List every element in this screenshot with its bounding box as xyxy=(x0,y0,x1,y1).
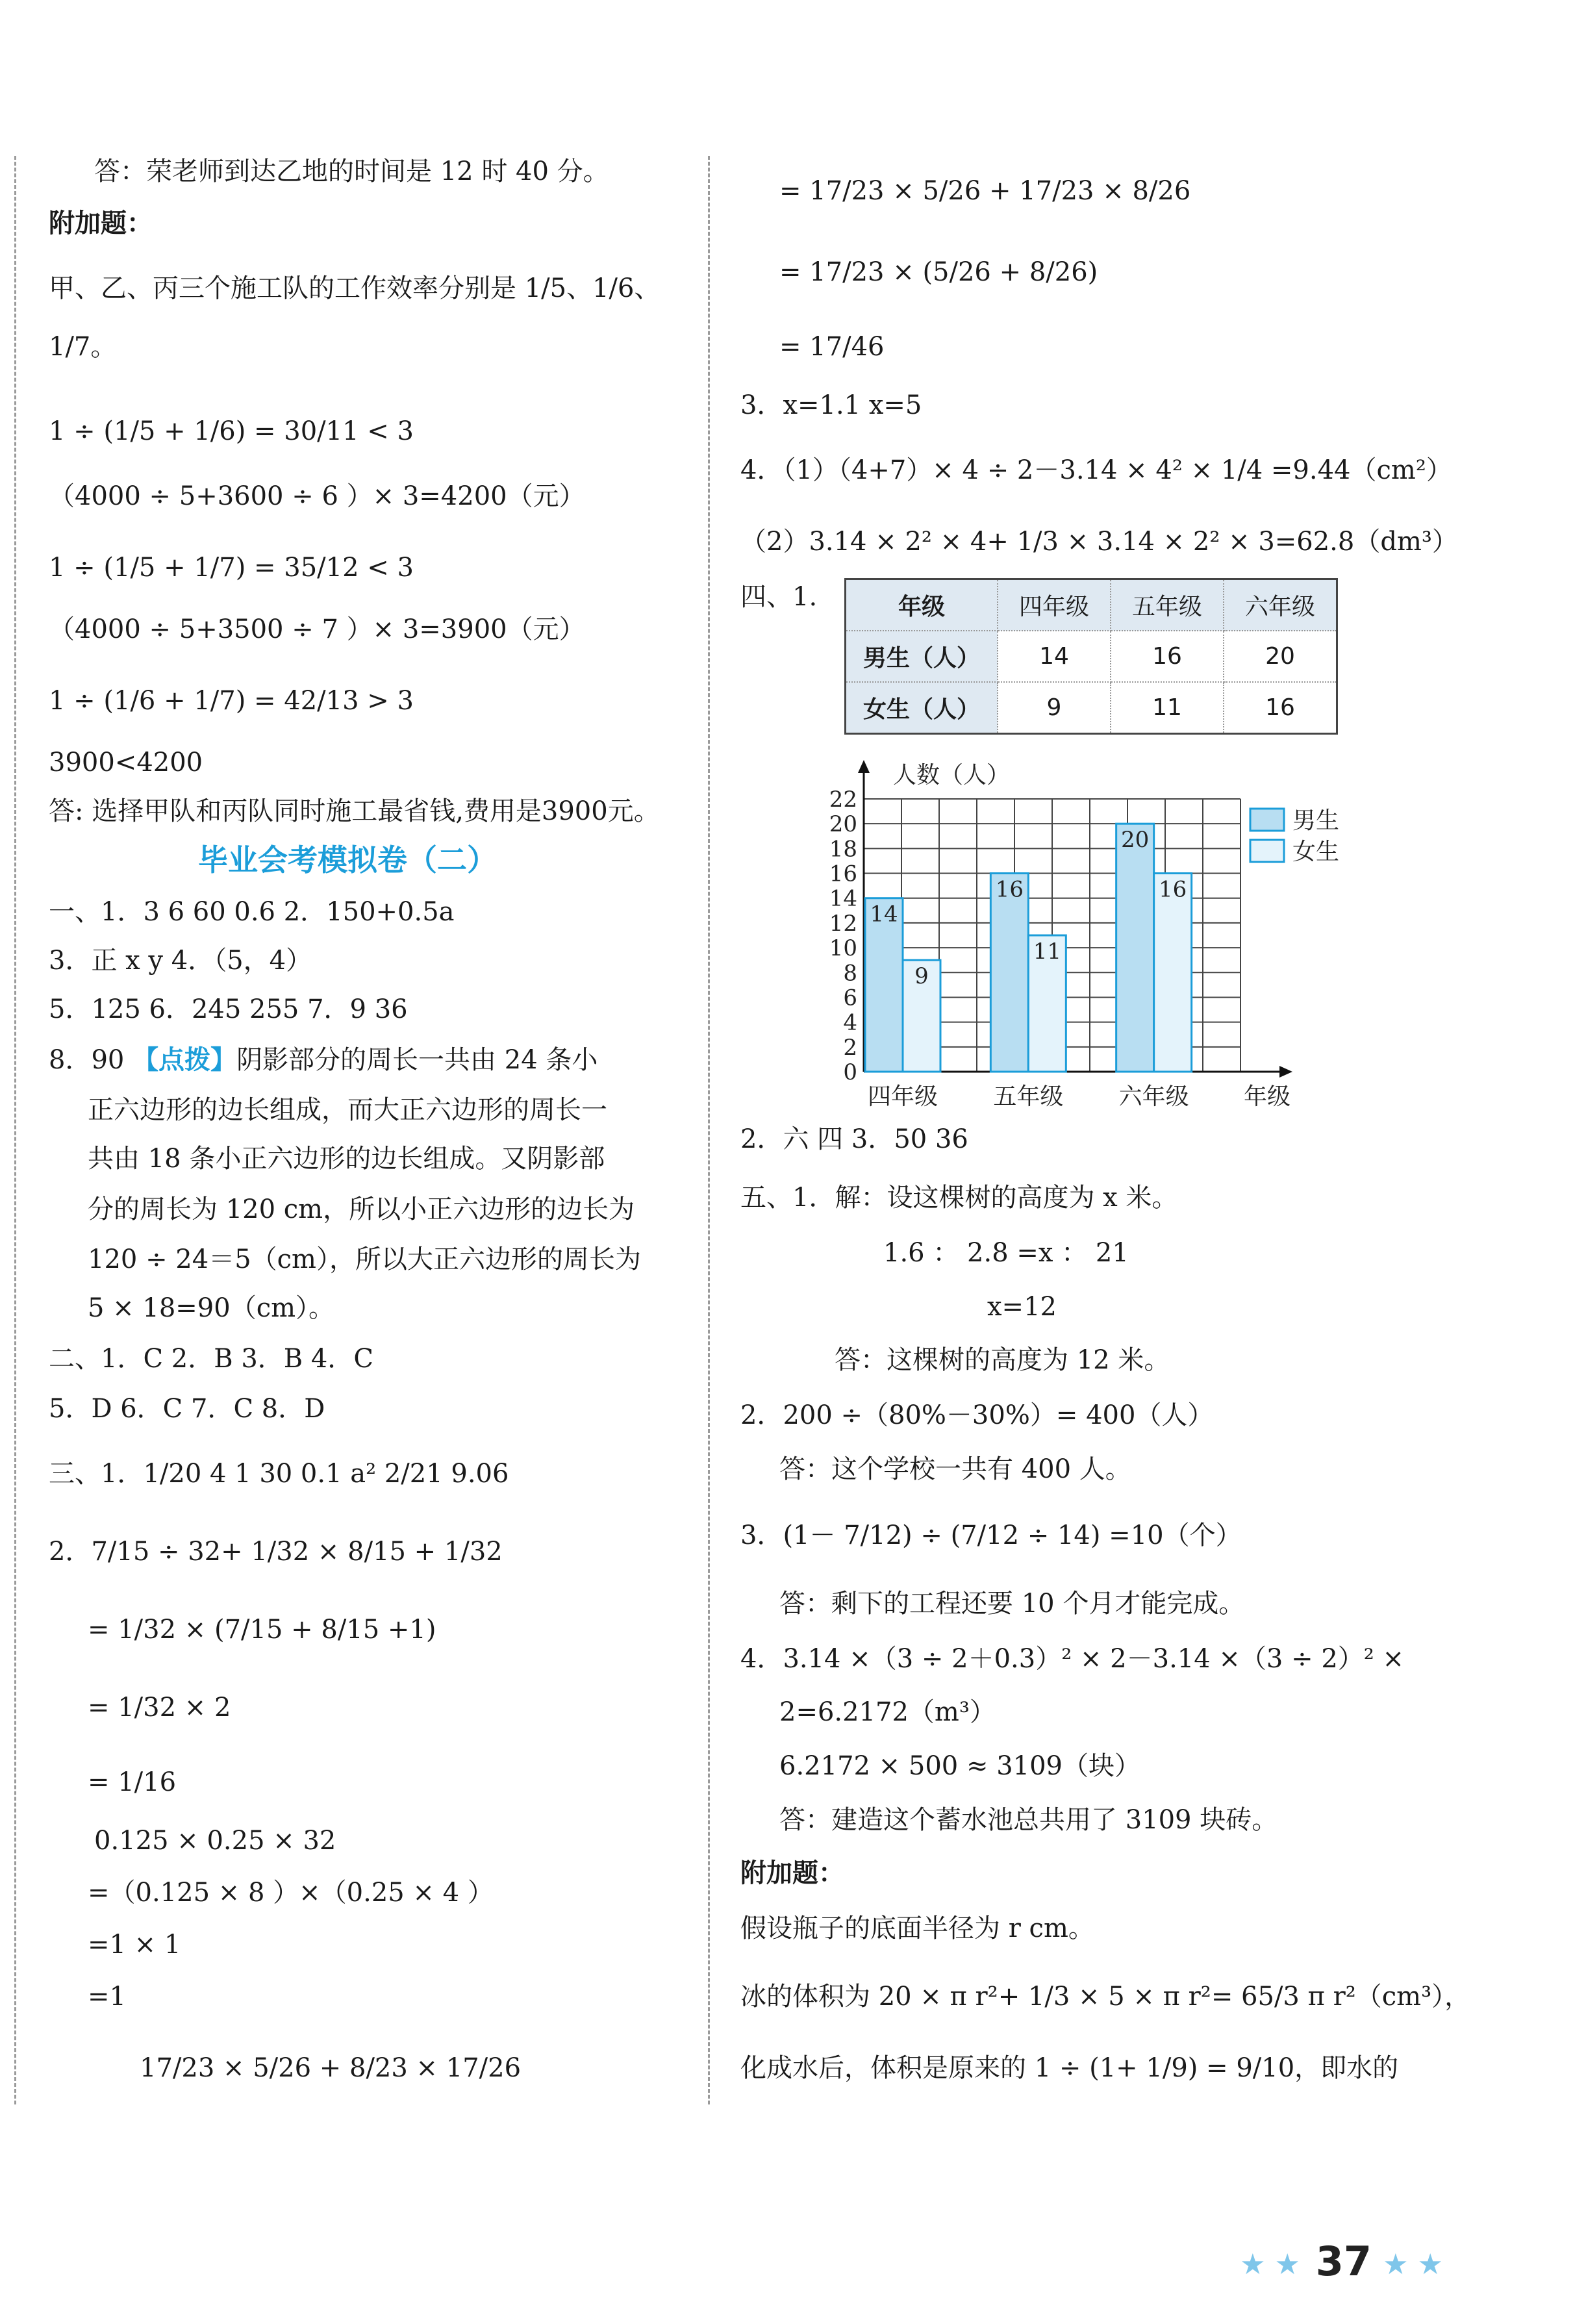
equation-line: = 1/16 xyxy=(88,1767,177,1797)
answer-number: 8．90 xyxy=(49,1045,133,1075)
hint-text-line: 分的周长为 120 cm，所以小正六边形的边长为 xyxy=(88,1194,635,1224)
equation-line: =（0.125 × 8 ）×（0.25 × 4 ） xyxy=(88,1878,494,1908)
hint-tag: 【点拨】 xyxy=(132,1045,237,1075)
bar-value-label: 16 xyxy=(1159,876,1187,903)
table-row-label: 男生（人） xyxy=(846,631,998,682)
equation-line: （2）3.14 × 2² × 4+ 1/3 × 3.14 × 2² × 3=62.8（dm³） xyxy=(740,527,1458,557)
bar-value-label: 14 xyxy=(870,901,898,928)
equation-line: 2．200 ÷（80%－30%）= 400（人） xyxy=(740,1400,1214,1430)
table-cell: 9 xyxy=(998,682,1111,734)
equation-line: =1 xyxy=(88,1982,126,2012)
bar-chart xyxy=(773,740,1357,1124)
equation-line: 1 ÷ (1/6 + 1/7) = 42/13 > 3 xyxy=(49,686,414,716)
y-axis-arrow xyxy=(858,760,870,773)
bar-girls xyxy=(1154,874,1192,1072)
equation-line: 0.125 × 0.25 × 32 xyxy=(94,1826,336,1856)
table-cell: 16 xyxy=(1111,631,1224,682)
answer-line: 答：这棵树的高度为 12 米。 xyxy=(835,1345,1170,1375)
x-tick-label: 四年级 xyxy=(867,1083,938,1110)
equation-line: 2．7/15 ÷ 32+ 1/32 × 8/15 + 1/32 xyxy=(49,1537,503,1567)
answer-line: 三、1．1/20 4 1 30 0.1 a² 2/21 9.06 xyxy=(49,1459,509,1489)
table-cell: 16 xyxy=(1224,682,1337,734)
x-axis-label: 年级 xyxy=(1244,1083,1291,1110)
answer-line: 答：荣老师到达乙地的时间是 12 时 40 分。 xyxy=(94,157,609,186)
equation-line: 1.6 ： 2.8 =x ： 21 xyxy=(883,1238,1129,1268)
y-tick-label: 12 xyxy=(829,910,857,937)
bar-boys xyxy=(990,874,1028,1072)
table-cell: 14 xyxy=(998,631,1111,682)
equation-line: = 17/46 xyxy=(779,332,885,362)
equation-line: 6.2172 × 500 ≈ 3109（块） xyxy=(779,1751,1140,1781)
text-line: 假设瓶子的底面半径为 r cm。 xyxy=(740,1914,1094,1943)
table-cell: 20 xyxy=(1224,631,1337,682)
page-number: 37 xyxy=(1315,2238,1372,2285)
bar-value-label: 11 xyxy=(1033,939,1061,965)
y-tick-label: 18 xyxy=(829,836,857,863)
hint-text: 阴影部分的周长一共由 24 条小 xyxy=(236,1045,598,1075)
equation-line: 17/23 × 5/26 + 8/23 × 17/26 xyxy=(140,2053,522,2083)
equation-line: 3900<4200 xyxy=(49,748,203,777)
answer-line: 3．正 x y 4．（5，4） xyxy=(49,946,312,976)
legend-swatch xyxy=(1250,809,1284,831)
equation-line: 1 ÷ (1/5 + 1/6) = 30/11 < 3 xyxy=(49,416,414,446)
answer-line: 答: 选择甲队和丙队同时施工最省钱,费用是3900元。 xyxy=(49,796,660,826)
star-decoration: ★ ★ xyxy=(1240,2248,1300,2281)
answer-line: 四、1. xyxy=(740,582,818,612)
y-tick-label: 16 xyxy=(829,861,857,887)
equation-line: = 1/32 × (7/15 + 8/15 +1) xyxy=(88,1615,436,1645)
table-header-row xyxy=(846,579,1337,631)
bar-value-label: 9 xyxy=(914,963,929,990)
legend-label: 女生 xyxy=(1292,839,1340,865)
grade-student-table xyxy=(844,578,1338,735)
x-tick-label: 六年级 xyxy=(1118,1083,1189,1110)
legend-label: 男生 xyxy=(1292,807,1340,834)
equation-line: =1 × 1 xyxy=(88,1930,181,1960)
table-row xyxy=(846,631,1337,682)
bar-boys xyxy=(1116,824,1154,1072)
equation-line: （4000 ÷ 5+3500 ÷ 7 ）× 3=3900（元） xyxy=(49,614,585,644)
equation-line: 1 ÷ (1/5 + 1/7) = 35/12 < 3 xyxy=(49,553,414,583)
hint-text-line: 共由 18 条小正六边形的边长组成。又阴影部 xyxy=(88,1144,605,1174)
answer-line xyxy=(49,1044,598,1076)
equation-line: （4000 ÷ 5+3600 ÷ 6 ）× 3=4200（元） xyxy=(49,481,585,511)
text-line: 甲、乙、丙三个施工队的工作效率分别是 1/5、1/6、 xyxy=(49,273,661,303)
answer-line: 3．x=1.1 x=5 xyxy=(740,390,922,420)
table-header-cell: 四年级 xyxy=(998,579,1111,631)
y-tick-label: 2 xyxy=(843,1034,857,1061)
y-tick-label: 4 xyxy=(843,1009,857,1036)
answer-line: 5．D 6．C 7．C 8．D xyxy=(49,1394,325,1424)
equation-line: = 17/23 × (5/26 + 8/26) xyxy=(779,257,1098,287)
table-header-cell: 五年级 xyxy=(1111,579,1224,631)
table-cell: 11 xyxy=(1111,682,1224,734)
y-tick-label: 14 xyxy=(829,885,857,912)
table-row xyxy=(846,682,1337,734)
table-header-cell: 年级 xyxy=(846,579,998,631)
y-tick-label: 20 xyxy=(829,811,857,838)
y-tick-label: 6 xyxy=(843,985,857,1011)
hint-text-line: 5 × 18=90（cm）。 xyxy=(88,1293,335,1323)
section-title: 毕业会考模拟卷（二） xyxy=(198,842,497,878)
equation-line: 4．（1）（4+7）× 4 ÷ 2－3.14 × 4² × 1/4 =9.44（cm²） xyxy=(740,455,1452,485)
star-decoration: ★ ★ xyxy=(1383,2248,1443,2281)
y-tick-label: 8 xyxy=(843,960,857,987)
bar-value-label: 16 xyxy=(995,876,1024,903)
hint-text-line: 120 ÷ 24＝5（cm），所以大正六边形的周长为 xyxy=(88,1244,641,1274)
answer-line: 五、1．解：设这棵树的高度为 x 米。 xyxy=(740,1183,1178,1213)
table-header-cell: 六年级 xyxy=(1224,579,1337,631)
text-line: 冰的体积为 20 × π r²+ 1/3 × 5 × π r²= 65/3 π r²（cm³）， xyxy=(740,1982,1471,2012)
answer-line: 5．125 6．245 255 7．9 36 xyxy=(49,994,408,1024)
equation-line: 2=6.2172（m³） xyxy=(779,1697,996,1727)
extra-question-heading: 附加题： xyxy=(49,208,153,238)
y-axis-label: 人数（人） xyxy=(893,762,1011,789)
answer-line: 2．六 四 3．50 36 xyxy=(740,1124,968,1154)
equation-line: 3．(1－ 7/12) ÷ (7/12 ÷ 14) =10（个） xyxy=(740,1521,1242,1550)
y-tick-label: 22 xyxy=(829,787,857,813)
text-line: 化成水后，体积是原来的 1 ÷ (1+ 1/9) = 9/10，即水的 xyxy=(740,2053,1399,2083)
answer-line: 答：建造这个蓄水池总共用了 3109 块砖。 xyxy=(779,1805,1278,1835)
answer-line: 答：这个学校一共有 400 人。 xyxy=(779,1454,1131,1484)
column-divider xyxy=(708,156,710,2104)
answer-line: 一、1．3 6 60 0.6 2．150+0.5a xyxy=(49,897,455,927)
answer-line: 二、1．C 2．B 3．B 4．C xyxy=(49,1344,373,1374)
bar-value-label: 20 xyxy=(1121,827,1150,853)
equation-line: = 17/23 × 5/26 + 17/23 × 8/26 xyxy=(779,176,1191,206)
left-margin-divider xyxy=(14,156,16,2104)
equation-line: x=12 xyxy=(987,1292,1057,1322)
table-row-label: 女生（人） xyxy=(846,682,998,734)
hint-text-line: 正六边形的边长组成，而大正六边形的周长一 xyxy=(88,1095,607,1125)
y-tick-label: 10 xyxy=(829,935,857,962)
equation-line: 4．3.14 ×（3 ÷ 2＋0.3）² × 2－3.14 ×（3 ÷ 2）² × xyxy=(740,1644,1405,1674)
legend-swatch xyxy=(1250,840,1284,862)
equation-line: = 1/32 × 2 xyxy=(88,1693,231,1723)
answer-line: 答：剩下的工程还要 10 个月才能完成。 xyxy=(779,1589,1245,1619)
x-tick-label: 五年级 xyxy=(993,1083,1064,1110)
text-line: 1/7。 xyxy=(49,332,117,362)
x-axis-arrow xyxy=(1279,1066,1292,1078)
extra-question-heading: 附加题： xyxy=(740,1858,844,1888)
y-tick-label: 0 xyxy=(843,1059,857,1085)
